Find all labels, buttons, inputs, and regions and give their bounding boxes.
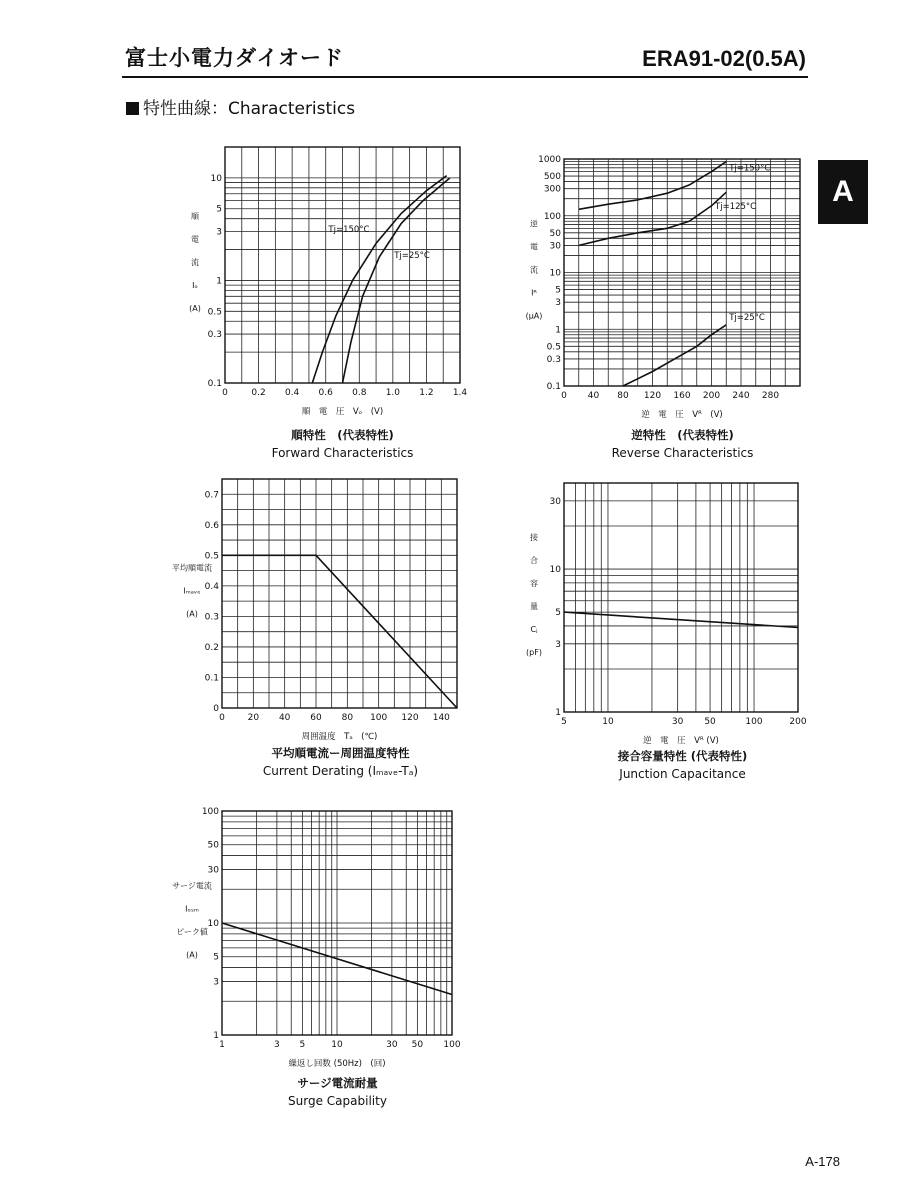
x-tick-label: 100 [370,713,388,723]
caption-forward-en: Forward Characteristics [271,446,414,460]
x-tick-label: 0 [561,391,567,401]
x-tick-label: 240 [732,391,750,401]
x-tick-label: 0 [222,388,228,398]
y-tick-label: 3 [555,639,561,650]
y-axis-label-part: Iₒₛₘ [185,904,199,914]
x-tick-label: 20 [247,713,260,723]
y-axis-label-part: サージ電流 [172,881,212,891]
y-axis-label-part: 平均順電流 [172,563,212,573]
x-tick-label: 1.4 [452,388,468,398]
y-tick-label: 30 [549,496,561,507]
y-axis-label-part: (A) [186,609,198,619]
x-axis-label: 繰返し回数 (50Hz) (回) [288,1059,386,1069]
x-axis-label: 逆 電 圧 Vᴿ (V) [641,410,723,420]
header-title-jp: 富士小電力ダイオード [125,46,344,70]
x-tick-label: 160 [673,391,691,401]
y-axis-label-part: 接 [530,533,538,542]
y-tick-label: 100 [543,211,561,222]
y-axis-label-part: Cⱼ [530,625,538,634]
x-tick-label: 120 [401,713,419,723]
x-tick-label: 60 [310,713,322,723]
y-axis-label-part: (pF) [526,648,542,657]
y-tick-label: 1 [555,325,561,336]
x-tick-label: 80 [341,713,354,723]
x-tick-label: 30 [386,1040,398,1050]
y-axis-label-part: (A) [189,304,201,313]
y-tick-label: 3 [213,977,219,988]
part-number: ERA91-02(0.5A) [642,46,806,71]
series-label: Tj=150°C [729,163,771,174]
x-tick-label: 200 [702,391,721,401]
y-tick-label: 1 [213,1031,219,1041]
x-tick-label: 30 [671,717,684,727]
y-tick-label: 1000 [538,155,561,165]
y-tick-label: 0.1 [204,673,219,684]
x-tick-label: 40 [278,713,291,723]
y-tick-label: 0.5 [207,307,222,318]
caption-reverse-jp: 逆特性 (代表特性) [631,428,734,442]
y-tick-label: 300 [543,184,561,195]
x-tick-label: 200 [789,717,807,727]
y-tick-label: 5 [555,285,561,296]
caption-reverse-en: Reverse Characteristics [611,446,754,460]
y-tick-label: 500 [543,172,561,183]
x-tick-label: 50 [704,717,716,727]
caption-capacitance-en: Junction Capacitance [619,767,746,781]
caption-surge-en: Surge Capability [288,1094,387,1108]
y-tick-label: 3 [216,227,222,238]
caption-capacitance-jp: 接合容量特性 (代表特性) [617,749,748,763]
x-tick-label: 50 [411,1040,424,1050]
y-axis-label-part: 順 [191,212,199,221]
y-tick-label: 0.1 [207,379,222,389]
y-tick-label: 10 [549,268,561,279]
x-tick-label: 0.4 [284,388,300,398]
x-tick-label: 0.2 [251,388,266,398]
series-label: Tj=25°C [729,313,765,324]
x-tick-label: 280 [761,391,780,401]
series-label: Tj=25°C [394,250,430,261]
section-tab: A [818,160,868,224]
y-tick-label: 0.1 [546,382,561,392]
y-axis-label-part: 容 [530,579,538,588]
y-tick-label: 0.4 [204,581,219,592]
y-axis-label-part: 流 [530,265,538,275]
y-axis-label-part: 流 [191,258,199,267]
y-axis-label-part: Iᴿ [531,288,537,298]
y-tick-label: 0.6 [204,520,219,531]
x-tick-label: 5 [561,717,567,727]
y-axis-label-part: 電 [530,242,538,252]
x-tick-label: 1.0 [385,388,401,398]
y-axis-label-part: 量 [530,602,538,611]
x-tick-label: 100 [443,1040,461,1050]
y-tick-label: 5 [213,952,219,963]
y-tick-label: 5 [555,608,561,619]
caption-derating-jp: 平均順電流ー周囲温度特性 [271,746,410,760]
y-axis-label-part: (μA) [525,311,543,321]
y-tick-label: 1 [555,708,561,718]
y-axis-label-part: 電 [191,235,199,244]
x-tick-label: 1 [219,1040,225,1050]
y-tick-label: 10 [549,565,561,576]
x-tick-label: 140 [432,713,450,723]
y-tick-label: 10 [207,919,219,929]
x-tick-label: 0 [219,713,225,723]
y-tick-label: 0 [213,704,219,714]
x-tick-label: 1.2 [419,388,434,398]
x-tick-label: 80 [617,391,629,401]
y-tick-label: 1 [216,276,222,287]
x-tick-label: 10 [331,1040,343,1050]
y-tick-label: 0.5 [546,342,561,353]
y-tick-label: 100 [201,807,219,817]
x-tick-label: 0.8 [352,388,367,398]
grid-lines [222,811,452,1035]
x-axis-label: 周囲温度 Tₐ (℃) [301,732,378,742]
x-tick-label: 120 [643,391,662,401]
caption-forward-jp: 順特性 (代表特性) [291,428,394,442]
x-tick-label: 100 [745,717,763,727]
x-axis-label: 逆 電 圧 Vᴿ (V) [643,736,719,746]
x-tick-label: 5 [299,1040,306,1050]
series-label: Tj=150°C [328,224,370,235]
y-tick-label: 0.5 [204,551,219,562]
y-axis-label-part: Iₒ [192,281,198,290]
y-tick-label: 0.2 [204,642,219,653]
y-tick-label: 5 [216,204,222,215]
x-tick-label: 3 [274,1040,280,1050]
y-tick-label: 3 [555,298,561,309]
y-axis-label-part: 逆 [530,219,538,229]
x-tick-label: 0.6 [318,388,333,398]
x-axis-label: 順 電 圧 Vₒ (V) [301,407,384,417]
y-axis-label-part: ピーク値 [176,927,208,937]
caption-surge-jp: サージ電流耐量 [297,1076,378,1090]
y-tick-label: 0.3 [207,330,222,341]
section-title-text: 特性曲線：Characteristics [143,99,356,119]
x-tick-label: 10 [602,717,614,727]
y-axis-label-part: (A) [186,950,198,960]
caption-derating-en: Current Derating (Iₘₐᵥₑ-Tₐ) [262,764,419,778]
y-tick-label: 0.7 [204,490,219,501]
y-axis-label-part: Iₘₐᵥₑ [183,586,201,596]
y-tick-label: 50 [207,840,219,851]
y-tick-label: 30 [207,865,219,876]
y-tick-label: 0.3 [204,612,219,623]
y-axis-label-part: 合 [530,556,538,565]
caption-surge [225,1074,450,1110]
series-label: Tj=125°C [715,201,757,212]
y-tick-label: 10 [210,173,222,184]
page-number: A-178 [805,1154,840,1169]
y-tick-label: 30 [549,241,561,252]
y-tick-label: 50 [549,228,561,239]
x-tick-label: 40 [587,391,600,401]
y-tick-label: 0.3 [546,354,561,365]
